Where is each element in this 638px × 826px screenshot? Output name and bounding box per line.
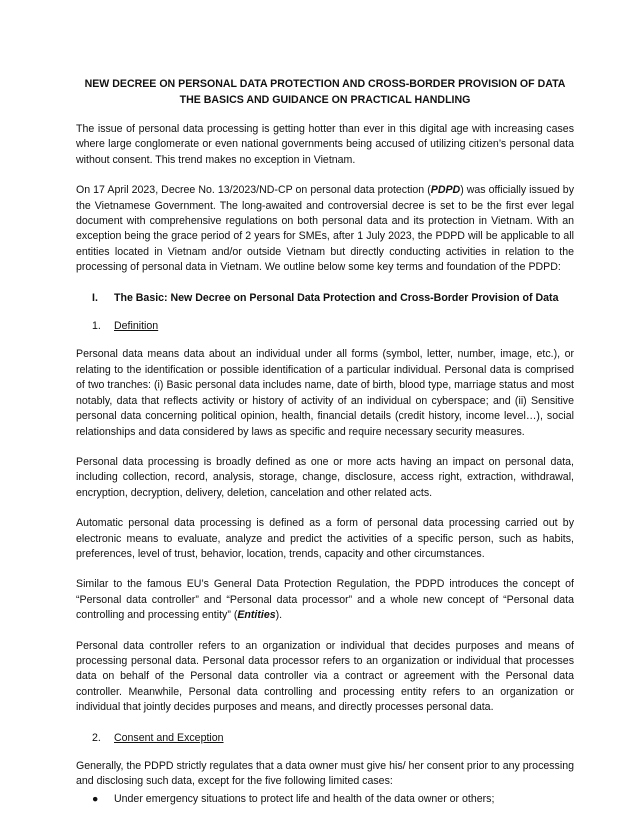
subsection-heading-definition xyxy=(92,319,574,334)
definition-paragraph-4 xyxy=(76,577,574,623)
definition-paragraph-3: Automatic personal data processing is defined as a form of personal data processing carried out by electronic means to evaluate, analyze and predict the activities of a specific person, such as habits, preferences, level of trust, behavior, location, trends, capacity and other circumstances. xyxy=(76,517,574,560)
section-number: I. xyxy=(92,291,98,304)
section-heading xyxy=(92,291,574,306)
consent-paragraph: Generally, the PDPD strictly regulates that a data owner must give his/ her consent prior to any processing and disclosing such data, except for the five following limited cases: xyxy=(76,760,574,788)
decree-text-part1: On 17 April 2023, Decree No. 13/2023/ND-CP on personal data protection ( xyxy=(76,184,431,197)
subsection-title: Definition xyxy=(114,320,159,333)
document-title: NEW DECREE ON PERSONAL DATA PROTECTION AND CROSS-BORDER PROVISION OF DATA THE BASICS AND GUIDANCE ON PRACTICAL HANDLING xyxy=(84,78,566,106)
subsection-number: 2. xyxy=(92,731,101,744)
subsection-number: 1. xyxy=(92,320,101,333)
decree-text-part2: ) was officially issued by the Vietnamese Government. The long-awaited and controversial decree is set to be the first ever legal document with comprehensive regulations on both personal data and its protection in Vietnam. With an exception being the grace period of 2 years for SMEs, after 1 July 2023, the PDPD will be applicable to all entities located in Vietnam and/or outside Vietnam but directly conducting activities in relation to the processing of personal data in Vietnam. We outline below some key terms and foundation of the PDPD: xyxy=(76,184,574,274)
list-item-text: Under emergency situations to protect life and health of the data owner or others; xyxy=(114,792,495,805)
entities-text-part1: Similar to the famous EU’s General Data Protection Regulation, the PDPD introduces the concept of “Personal data controller” and “Personal data processor” and a whole new concept of “Personal data controlling and processing entity” ( xyxy=(76,578,574,622)
section-title: The Basic: New Decree on Personal Data Protection and Cross-Border Provision of Data xyxy=(114,291,559,304)
intro-paragraph: The issue of personal data processing is getting hotter than ever in this digital age with increasing cases where large conglomerate or even national governments being accused of utilizing citizen’s personal data without consent. This trend makes no exception in Vietnam. xyxy=(76,123,574,166)
entities-text-part2: ). xyxy=(275,609,283,622)
bullet-icon: ● xyxy=(92,792,99,805)
list-item xyxy=(92,792,574,807)
decree-abbreviation: PDPD xyxy=(430,184,461,197)
entities-abbreviation: Entities xyxy=(237,609,276,622)
definition-paragraph-2: Personal data processing is broadly defined as one or more acts having an impact on personal data, including collection, record, analysis, storage, change, disclosure, access right, extraction, withdrawal, encryption, decryption, delivery, deletion, cancelation and other related acts. xyxy=(76,455,574,499)
decree-paragraph xyxy=(76,183,574,275)
subsection-heading-consent xyxy=(92,731,574,746)
subsection-title: Consent and Exception xyxy=(114,731,224,744)
definition-paragraph-5: Personal data controller refers to an organization or individual that decides purposes and means of processing personal data. Personal data processor refers to an organization or individual that processes data on behalf of the Personal data controller via a contract or agreement with the Personal data controller. Meanwhile, Personal data controlling and processing entity refers to an organization or individual that jointly decides purposes and means, and directly processes personal data. xyxy=(76,639,574,714)
definition-paragraph-1: Personal data means data about an individual under all forms (symbol, letter, number, image, etc.), or relating to the identification or possible identification of a particular individual. Personal data is comprised of two tranches: (i) Basic personal data includes name, date of birth, blood type, marriage status and most notably, data that reflects activity or history of activity of an individual on cyberspace; and (ii) Sensitive personal data concerning political opinion, health, financial details (credit history, income level…), social relationships and data considered by laws as specific and require necessary security measures. xyxy=(76,348,574,438)
